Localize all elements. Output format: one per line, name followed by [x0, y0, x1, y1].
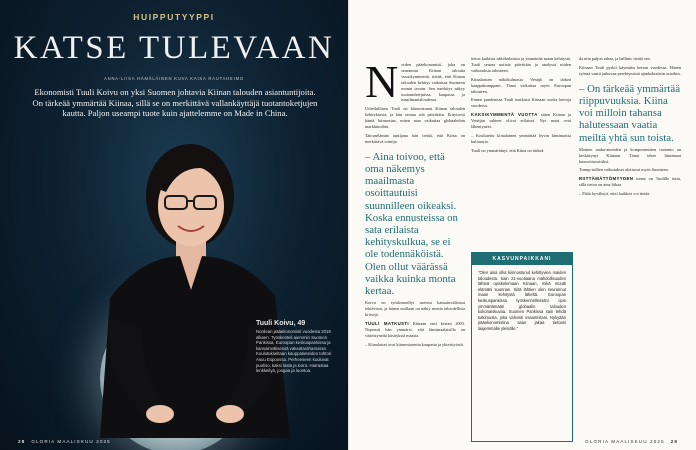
- paragraph: tietoa kaikista näkökulmista ja ymmärtää maan kehitystä. Tuuli seuraa uutisia päivittäin ja analysoi niiden vaikutuksia talouteen.: [471, 56, 571, 73]
- paragraph: – Pitää hyväksyä, ettei kaikkea voi tietää.: [579, 191, 651, 197]
- paragraph: Kiinaan Tuuli pyrkii käymään kerran vuodessa. Hänen työnsä vaatii jatkuvaa perehtymistä ajankohtaisiin asioihin.: [579, 64, 681, 76]
- paragraph: Koivu on työskennellyt useissa kansainvälisissä tehtävissä, ja hänen urallaan on nähty monia taloudellisia kriisejä.: [365, 300, 465, 318]
- section-kicker: HUIPPUTYYPPI: [133, 12, 215, 22]
- column-2: [471, 56, 571, 157]
- right-page: [348, 0, 696, 450]
- photo-caption: [256, 320, 340, 374]
- caption-name: Tuuli Koivu, 49: [256, 320, 306, 327]
- paragraph: Monien raaka-aineiden ja komponenttien tuotanto on keskittynyt Kiinaan. Tämä tekee länsimaat haavoittuvaisiksi.: [579, 146, 681, 164]
- paragraph: Talouselämän tuntijana hän tietää, että Kiina on merkittävä toimija.: [365, 132, 465, 144]
- paragraph: Urheilullinen Tuuli on kiinnostunut Kiinan talouden kehityksestä, ja hän seuraa sitä päivittäin. Erityisesti häntä kiinnostaa, miten maa vaikuttaa globaaleihin markkinoihin.: [365, 106, 465, 130]
- sidebar-body: "Olen aina ollut kiinnostunut kehittyvien maiden taloudesta. Sain 21-vuotiaana mahdollisuuden lähteä opiskelemaan Kiinaan, mikä muutti elämäni suunnan. Siitä lähtien olen seurannut maan kehitystä läheltä. Euroopan keskuspankissa työskennellessäni opin ymmärtämään globaalin talouden kokonaiskuvaa. Suomen Pankissa sain tehdä tutkimusta, joka vahvisti osaamistani. Nykyään pääekonomistina saan jakaa tietoani laajemmalle yleisölle.": [478, 270, 566, 331]
- paragraph: da niin paljon rahaa, ja hallinto tietää sen.: [579, 56, 651, 61]
- magazine-issue: GLORIA MAALISKUU 2025: [31, 439, 111, 444]
- paragraph: RIITTÄMÄTTÖMYYDEN tunne on Tuulille tuttu, sillä tietoa on aina liikaa.: [579, 176, 681, 188]
- pull-quote: – Aina toivoo, että oma näkemys maailmasta osoittautuisi suunnilleen oikeaksi. Koska ennusteissa on sata erilaista kehityskulkua, se ei ole todennäköistä. Olen ollut väärässä vaikka kuinka monta kertaa.: [365, 150, 458, 298]
- paragraph: KAKSIKYMMENTÄ VUOTTA sitten Kiinan ja Venäjän suhteet olivat erilaiset. Nyt maat ovat lähentyneet.: [471, 112, 571, 130]
- paragraph: Trump-tullien vaikutukset ulottuvat myös Suomeen.: [579, 167, 669, 173]
- folio-left: [18, 439, 111, 444]
- intro-paragraph: Norden pääekonomisti, joka on seurannut Kiinan taloutta vuosikymmeniä, tietää, että Kiinan talouden kehitys vaikuttaa Suomeen monin tavoin. Sen merkitys näkyy tuotantoketjuissa, kaupassa ja maailmantaloudessa.: [365, 56, 465, 107]
- paragraph: Tuuli on ymmärtänyt, että Kiina on tärkeä.: [471, 147, 545, 153]
- magazine-issue: GLORIA MAALISKUU 2025: [585, 439, 665, 444]
- pull-quote-2: – On tärkeää ymmärtää riippuvuuksia. Kiina voi milloin tahansa halutessaan vaatia meiltä yhtä sun toista.: [579, 82, 681, 144]
- paragraph: TUULI MATKUSTI Kiinaan ensi kerran 2003. Nopeasti hän ymmärsi, että länsimaalaisilla on vääristyneitä käsityksiä maasta.: [365, 320, 465, 338]
- headline: KATSE TULEVAAN: [13, 30, 335, 66]
- subhead: RIITTÄMÄTTÖMYYDEN: [579, 176, 634, 182]
- paragraph: – Kiinalaiset ovat kiinnostuneita kaupasta ja yhteistyöstä.: [365, 341, 464, 347]
- lede: Ekonomisti Tuuli Koivu on yksi Suomen johtavia Kiinan talouden asiantuntijoita. On tärkeää ymmärtää Kiinaa, sillä se on merkittävä vallankäyttäjä tuotantoketjujen kautta. Paljon useampi tuote kuin ajattelemme on Made in China.: [32, 87, 318, 119]
- column-1: [365, 56, 465, 351]
- sidebar-heading: KASVUNPAIKKANI: [472, 253, 572, 265]
- column-3: [579, 56, 681, 200]
- portrait-photo: [80, 118, 310, 438]
- page-number: 28: [18, 439, 26, 444]
- subhead: KAKSIKYMMENTÄ VUOTTA: [471, 112, 538, 118]
- paragraph: Kiinalaisten näkökulmasta Venäjä on tärkeä kauppakumppani. Tämä vaikuttaa myös Euroopan talouteen.: [471, 76, 571, 94]
- caption-body: Nordean pääekonomisti vuodesta 2019 alkaen. Työskenteli aiemmin Suomen Pankissa, Euroopan keskuspankissa ja kansainvälisessä valuuttarahastossa. Koulutukseltaan kauppatieteiden tohtori. Asuu Espoossa. Perheeseen kuuluvat puoliso, kaksi lasta ja koira. Harrastaa lenkkeilyä, joogaa ja luontoa.: [256, 329, 333, 374]
- byline: ANNA-LIISA HÄMÄLÄINEN KUVA KAISA RAUTAHEIMO: [104, 76, 244, 81]
- page-number: 29: [670, 439, 678, 444]
- drop-cap: N: [365, 56, 399, 107]
- sidebar-box: [471, 252, 573, 442]
- paragraph: – Koulutettu kiinalainen ymmärtää hyvin länsimaista kulttuuria.: [471, 132, 571, 144]
- subhead: TUULI MATKUSTI: [365, 320, 409, 326]
- folio-right: [585, 439, 678, 444]
- paragraph: Ennen pandemiaa Tuuli matkusti Kiinaan useita kertoja vuodessa.: [471, 97, 571, 109]
